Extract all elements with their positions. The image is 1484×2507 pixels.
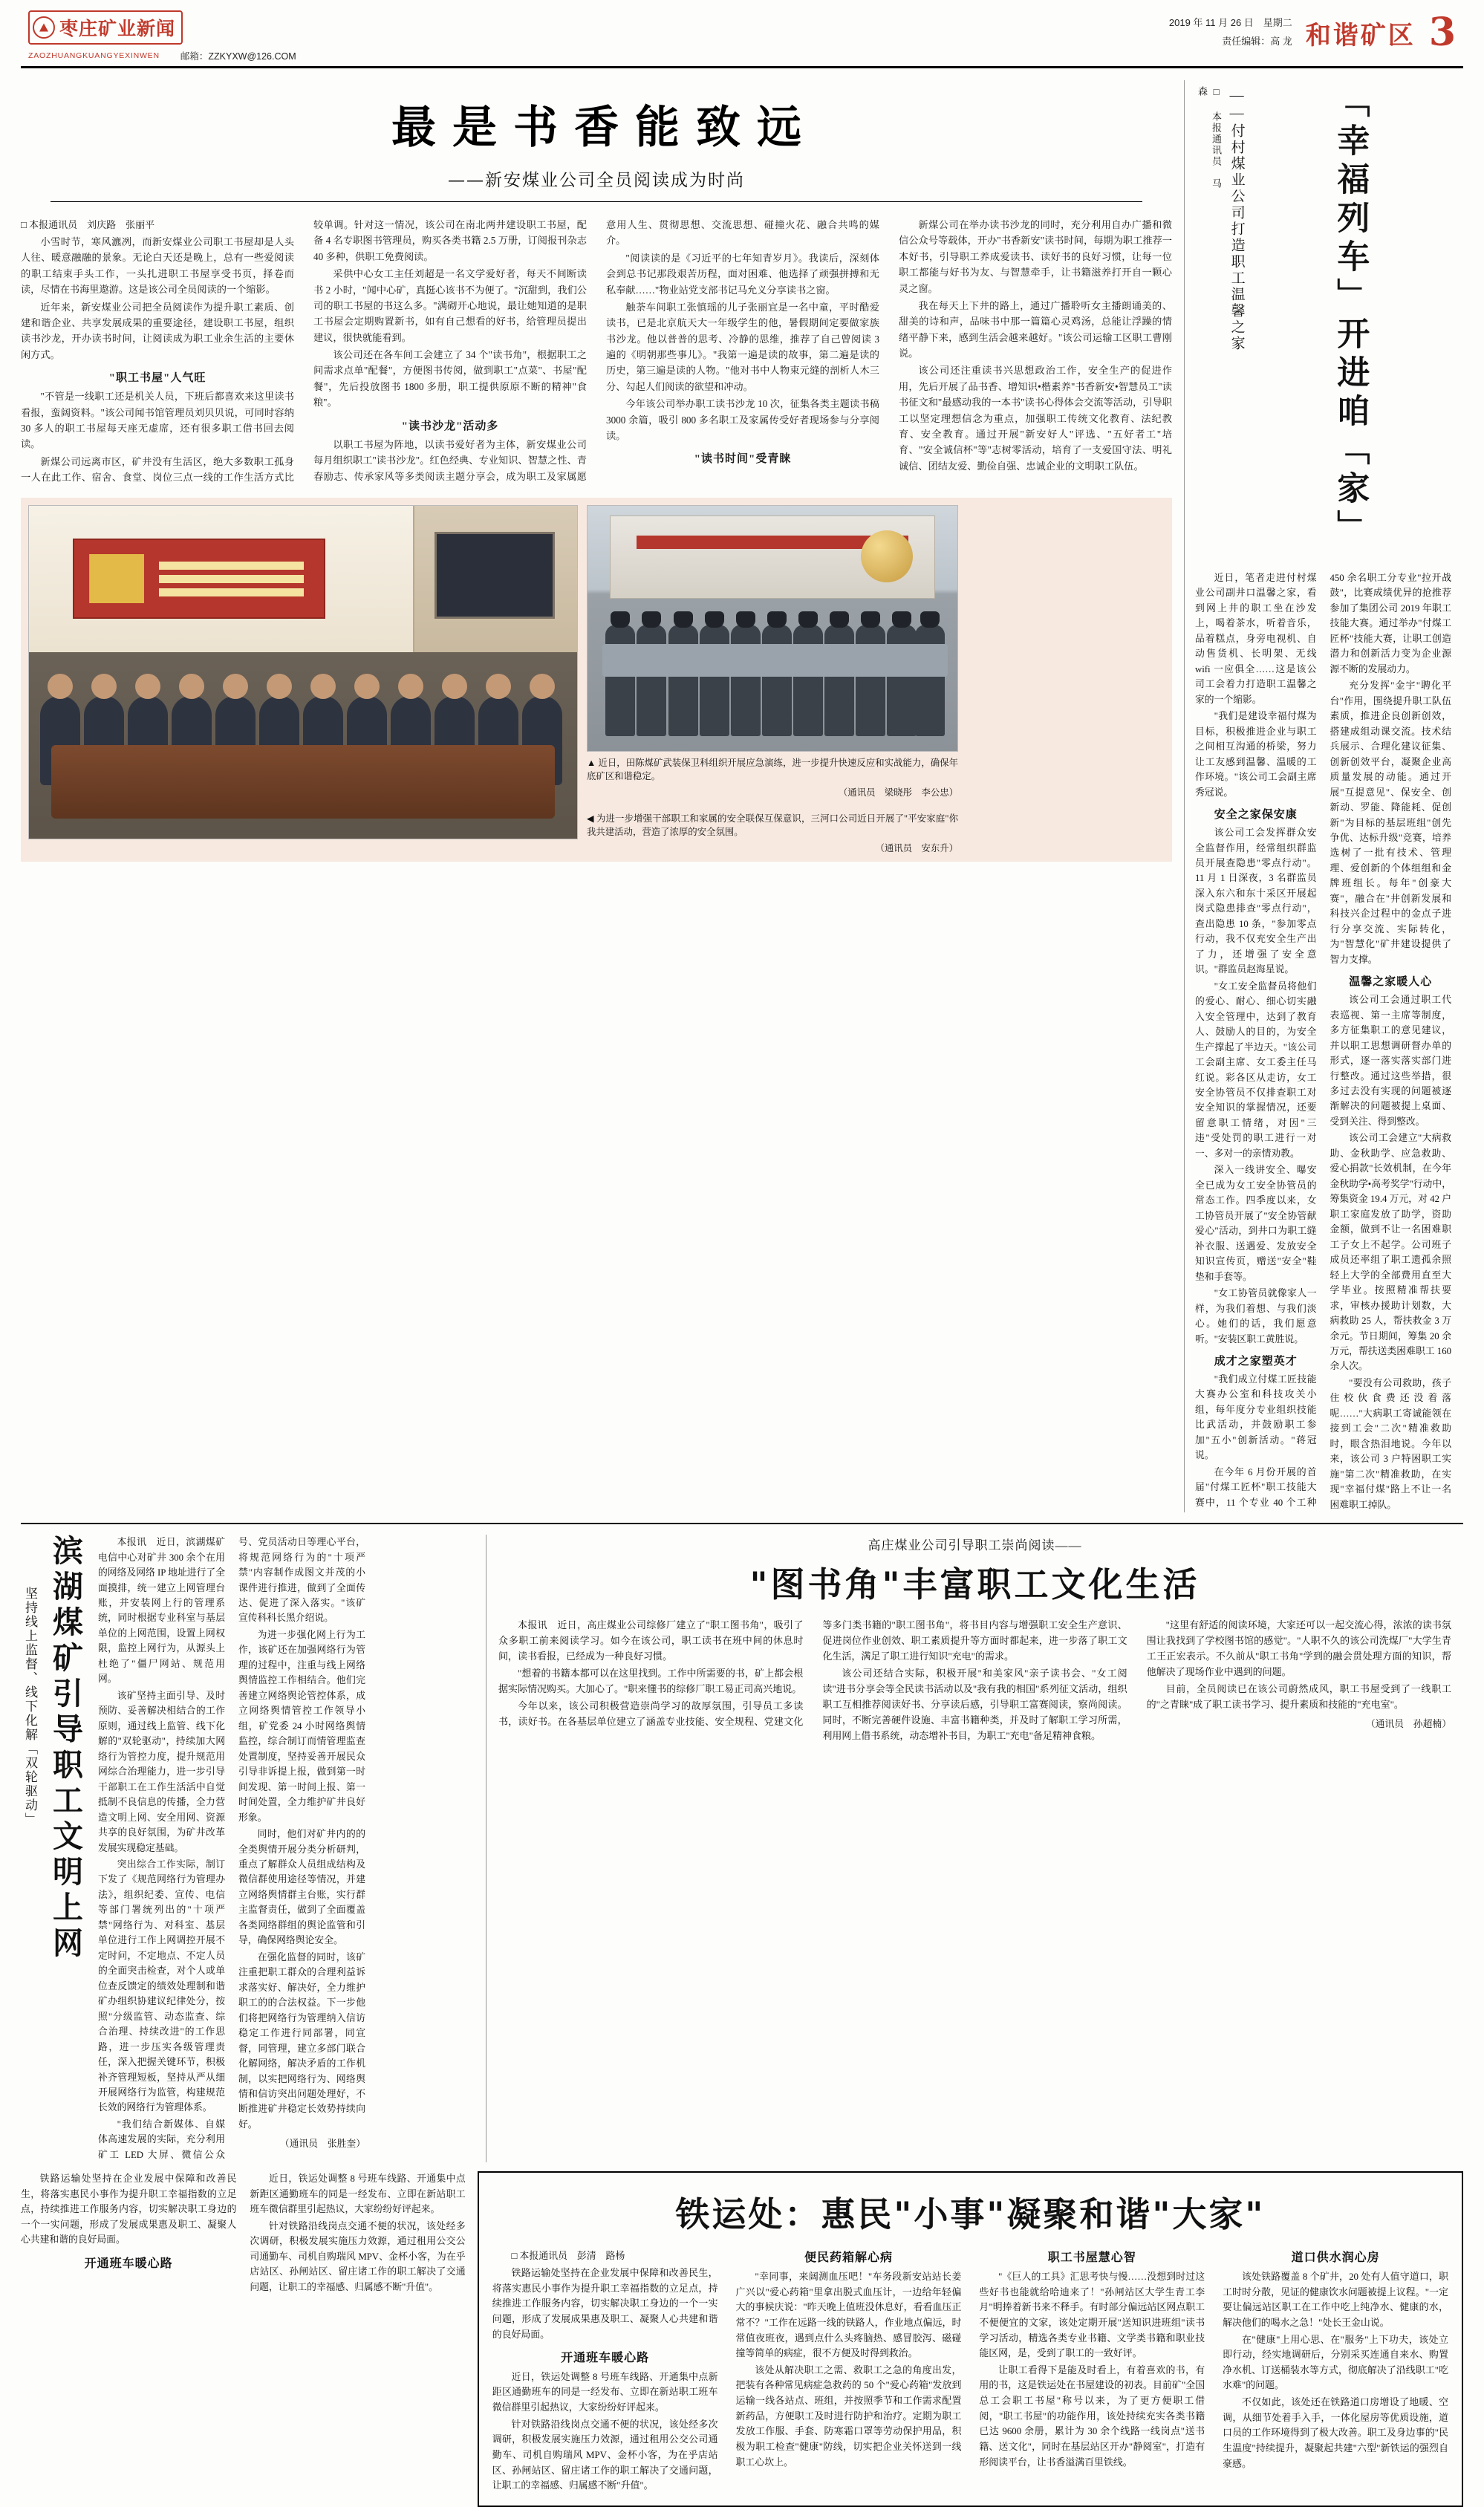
- bb-para: 该处铁路覆盖 8 个矿井，20 处有人值守道口，职工时时分散，见证的健康饮水问题被提上议程。"一定要让偏远站区职工在工作中吃上纯净水、健康的水，解决他们的喝水之急！"处长王金山说。: [1223, 2271, 1448, 2328]
- rf-para: "女工协管员就像家人一样，为我们着想、与我们淡心。她们的话，我们愿意听。"安装区职工黄胜说。: [1195, 1288, 1317, 1344]
- mr-para: 今年以来，该公司积极营造崇尚学习的故厚氛围，引导员工多读书，读好书。在各基层单位建立了涵盖专业技能、安全规程、党建文化等多门类书籍的"职工图书角"，将书目内容与增强职工安全生产意识、促进岗位作业创效、职工素质提升等方面时都起来，进一步落了职工文化生活，满足了职工进行知识"充电"的需求。: [498, 1619, 1127, 1728]
- midleft-title: 滨湖煤矿引导职工文明上网: [48, 1535, 83, 1963]
- lead-para: 该公司还在各车间工会建立了 34 个"读书角"，根据职工之间需求点单"配餐"，方便图书传阅，做到职工"点菜"、书屋"配餐"，先后投放图书 1800 多册，职工提供原原不断的精神"食粮"。: [313, 349, 587, 409]
- mr-credit: （通讯员 孙超楠）: [1365, 1719, 1451, 1730]
- bb-para: 近日，铁运处调整 8 号班车线路、开通集中点新距区通勤班车的同是一经发布、立即在新站职工班车微信群里引起热议，大家纷纷好评起来。: [492, 2371, 718, 2413]
- lead-para: 小雪时节，寒风瀌冽，而新安煤业公司职工书屋却是人头人往、暖意融融的景象。无论白天还是晚上，总有一些爱阅读的职工结束手头工作，一头扎进职工书屋享受书页，择卷而读，尽情在书海里遨游。这是该公司全员阅读的一个缩影。: [21, 236, 294, 296]
- lead-subhead-3: "读书时间"受青睐: [694, 453, 792, 466]
- bb-para: 不仅如此，该处还在铁路道口房增设了地暖、空调，从细节处着手入手，一体化屋房等优质设施，道口员的工作环境得到了极大改善。职工及身边事的"民生温度"持续提升，凝聚起共建"六型"新铁运的强烈自豪感。: [1223, 2397, 1448, 2469]
- bb-para: 铁路运输处坚持在企业发展中保障和改善民生，将落实惠民小事作为提升职工幸福指数的立足点，持续推进工作服务内容，切实解决职工身边的一个一实问题，形成了发展成果惠及职工、凝聚人心共建和谐的良好局面。: [492, 2267, 718, 2340]
- ml-para: 同时，他们对矿井内的的全类舆情开展分类分析研判，重点了解群众人员组成结构及微信群使用途径等情况，并建立网络舆情群主台账，实行群主监督责任，做到了全面覆盖各类网络群组的舆论监管和引导，确保网络舆论安全。: [238, 1829, 365, 1946]
- mr-para: "想着的书籍本都可以在这里找到。工作中所需要的书，矿上都会根据实际情况购买。大加心了。"职来懂书的综修厂职工易正司高兴地说。: [498, 1668, 804, 1695]
- bb-para: 在"健康"上用心思、在"服务"上下功夫，该处立即行动，经实地调研后，分别采买连通自来水、购置净水机、订送桶装水等方式，彻底解决了沿线职工"吃水难"的问题。: [1223, 2334, 1448, 2391]
- ml-para: 为进一步强化网上行为工作，该矿还在加强网络行为管理的过程中，注重与线上网络舆情监控工作相结合。他们完善建立网络舆论管控体系，成立网络舆情管控工作领导小组，矿党委 24 小时网络舆情监控，综合制订而情管理监查处置制度，坚持妥善开展民众引导非诉提上报，做到第一时间发现、第一时间上报、第一时间处置，全力维护矿井良好形象。: [238, 1629, 365, 1823]
- photo-drill-parade: [587, 505, 958, 752]
- rf-para: "要没有公司救助，孩子住校伙食费还没着落呢……"大病职工寄诚能领在接到工会"二次"精准救助时，眼含热泪地说。今年以来，该公司 3 户特困职工实施"第二次"精准救助，在实现"幸福付煤"路上不让一名困难职工掉队。: [1330, 1377, 1451, 1510]
- photo-left-credit: （通讯员 安东升）: [875, 843, 958, 854]
- masthead-logo-row: [28, 10, 296, 45]
- bl-para: 针对铁路沿线岗点交通不便的状况，该处经多次调研，积极发展实施压力效源，通过租用公交公司通勤车、司机自购瑞风 MPV、金杯小客，为在乎店站区、孙闸站区、留庄诸工作的职工解决了交通问题，让职工的幸福感、归属感不断"升值"。: [250, 2220, 466, 2292]
- ml-credit: （通讯员 张胜奎）: [279, 2139, 365, 2150]
- rf-para: "女工安全监督员将他们的爱心、耐心、细心切实融入安全管理中，达到了教育人、鼓励人的目的，为安全生产撑起了半边天。"该公司工会副主席、女工委主任马红说。彩各区从走访，女工安全协管员不仅排查职工对安全知识的掌握情况，还要留意职工情绪，对因"三违"受处罚的职工进行一对一、多对一的亲情劝教。: [1195, 981, 1317, 1159]
- bb-para: 针对铁路沿线岗点交通不便的状况，该处经多次调研，积极发展实施压力效源，通过租用公交公司通勤车、司机自购瑞风 MPV、金杯小客，为在乎店站区、孙闸站区、留庄诸工作的职工解决了交通问题，让职工的幸福感、归属感不断"升值"。: [492, 2419, 718, 2491]
- midleft-body: [98, 1535, 365, 2162]
- mr-para: 该公司还结合实际，积极开展"和美家风"亲子读书会、"女工阅读"进书分享会等全民读书活动以及"我有我的相国"系列征文活动，组织职工互相推荐阅读好书、分享读后感，引导职工富赛阅读，察尚阅读。同时，不断完善硬件设施、丰富书籍种类，并及时了解职工学习所需，利用网上借书系统，动态增补书目，为职工"充电"备足精神食粮。: [822, 1668, 1127, 1742]
- top-zone: [21, 68, 1463, 1512]
- right-feature-byline: □ 本报通讯员 马森: [1197, 86, 1222, 189]
- lead-subheadline: ——新安煤业公司全员阅读成为时尚: [448, 171, 745, 190]
- bl-para: 铁路运输处坚持在企业发展中保障和改善民生，将落实惠民小事作为提升职工幸福指数的立足点，持续推进工作服务内容，切实解决职工身边的一个一实问题，形成了发展成果惠及职工、凝聚人心共建和谐的良好局面。: [21, 2173, 237, 2246]
- masthead-meta: [1169, 14, 1292, 51]
- issue-date: 2019 年 11 月 26 日 星期二: [1168, 17, 1292, 29]
- ml-para: 突出综合工作实际，制订下发了《规范网络行为管理办法》，组织纪委、宣传、电信等部门署统列出的"十项严禁"网络行为、对科室、基层单位进行工作上网调控开展不定时问，不定地点、不定人员的全面突击检查，对个人或单位查反馈定的绩效处理制和谐矿办组织协建议纪律处分，按照"分级监管、动态监查、综合治理、持续改进"的工作思路，进一步压实各级管理责任，深入把握关键环节，积极补齐管理短板，坚持从严从细开展网络行为监管，构建规范长效的网络行为管理体系。: [98, 1859, 225, 2113]
- mr-para: 目前，全员阅读已在该公司蔚然成风，职工书屋受到了一线职工的"之青睐"成了职工读书学习、提升素质和技能的"充电室"。: [1146, 1683, 1451, 1711]
- lead-para: 新煤公司在举办读书沙龙的同时，充分利用自办广播和微信公众号等载体，开办"书香新安"读书时间，每期为职工推荐一本好书，引导职工养成爱读书、读好书的良好习惯，让每一位职工都能与好书为友、与智慧牵手，让书籍滋养打开自一颗心灵之窗。: [899, 219, 1172, 294]
- lead-headline: 最是书香能致远: [391, 102, 818, 154]
- photo-right-caption: ▲ 近日，田陈煤矿武装保卫科组织开展应急演练，进一步提升快速反应和实战能力，确保年底矿区和谐稳定。: [587, 757, 958, 782]
- ml-byline: 本报讯 近日，滨湖煤矿电信中心对矿井 300 余个在用的网络及网络 IP 地址进行了全面摸排，统一建立上网管理台账，并安装网上行的管理系统，同时根据专业科室与基层单位的上网范围，设置上网权限，监控上网行为，从源头上杜绝了"僵尸网站、规范用网。: [98, 1537, 225, 1685]
- lead-para: "不管是一线职工还是机关人员，下班后都喜欢来这里读书看报，蛮阔资料。"该公司闻书馆管理员刘贝贝说，可同时容纳 30 多人的职工书屋每天座无虚席，还有很多职工借书回去阅读。: [21, 391, 294, 450]
- lead-subhead-1: "职工书屋"人气旺: [108, 372, 206, 385]
- ml-para: 在强化监督的同时，该矿注重把职工群众的合理利益诉求落实好、解决好，全力维护职工的的合法权益。下一步他们将把网络行为管理纳入信访稳定工作进行同部署，同宣督，同管理，建立多部门联合化解网络，解决矛盾的工作机制，以实把网络行为、网络舆情和信访突出问题处理好，不断推进矿井稳定长效势持续向好。: [238, 1951, 365, 2130]
- photo-safety-family-meeting: [28, 505, 578, 839]
- lead-para: 新煤公司远离市区，矿井没有生活区，绝大多数职工孤身一人在此工作、宿舍、食堂、岗位三点一线的工作生活方式比较单调。针对这一情况，该公司在南北两井建设职工书屋，配备 4 名专职图书管理员，购买各类书籍 2.5 万册，订阅报刊杂志 40 多种，供职工免费阅读。: [21, 219, 587, 484]
- bb-para: "《巨人的工具》汇思考快与慢……没想到时过这些好书也能就给哈迪来了！"孙闸站区大学生青工李月"明捧着新书来不释手。有时部分偏远站区网点职工不便便宜的文家，该处定期开展"送知识进班组"读书学习活动，精选各类专业书籍、文学类书籍和职业技能区网，是，受到了职工的一致好评。: [979, 2271, 1205, 2359]
- photo-band: [21, 498, 1172, 862]
- lead-subhead-2: "读书沙龙"活动多: [401, 420, 499, 432]
- paper-logo: [28, 10, 183, 45]
- midleft-heading: [21, 1535, 88, 2162]
- lead-article: [21, 80, 1172, 1512]
- headline-divider: [51, 201, 1142, 202]
- right-feature-title: 「幸福列车」开进咱「家」: [1331, 85, 1370, 548]
- contact-email: 邮箱：ZZKYXW@126.COM: [180, 51, 296, 62]
- page-number: 3: [1428, 10, 1456, 55]
- bottom-body: [492, 2249, 1448, 2494]
- section-title: 和谐矿区: [1305, 20, 1416, 51]
- paper-name-pinyin: ZAOZHUANGKUANGYEXINWEN: [28, 51, 160, 60]
- bb-subhead-4: 道口供水润心房: [1291, 2251, 1380, 2265]
- rf-subhead-2: 成才之家塑英才: [1214, 1355, 1298, 1368]
- bottom-headline: 铁运处：惠民"小事"凝聚和谐"大家": [675, 2194, 1266, 2235]
- lead-para: 该公司还注重读书兴思想政治工作，安全生产的促进作用，先后开展了品书香、增知识•楷素养"书香新安•智慧员工"读书征文和"最感动我的一本书"读书心得体会交流等活动，引导职工以坚定理想信念为重点，加强职工传统文化教育、法纪教育、安全教育。通过开展"新安好人"评选、"五好者工"培育、"安全诚信杯"等"志树零活动，培育了一支爱国守法、明礼诚信、团结友爱、勤俭自强、忠诚企业的文明职工队伍。: [899, 365, 1172, 472]
- middle-zone: [21, 1523, 1463, 2162]
- photo-left-block: [28, 505, 578, 854]
- lead-body: [21, 217, 1172, 486]
- photo-left-caption: ◀ 为进一步增强干部职工和家属的安全联保互保意识，三河口公司近日开展了"平安家庭"你我共建活动，营造了浓厚的安全氛围。: [587, 813, 958, 838]
- bb-subhead-2: 便民药箱解心病: [804, 2251, 893, 2265]
- rf-para: 深入一线讲安全、曝安全已成为女工安全协管员的常态工作。四季度以来，女工协管员开展了"安全协管献爱心"活动，到井口为职工缝补衣服、送遇爱、发放安全知识宣传页，赠送"安全"鞋垫和手套等。: [1195, 1165, 1317, 1282]
- bottom-feature-box: [478, 2171, 1463, 2507]
- rf-subhead-3: 温馨之家暖人心: [1349, 976, 1433, 989]
- ml-para: "我们结合新媒体、自媒体高速发展的实际，充分利用矿工 LED 大屏、微信公众号、党员活动日等理心平台，将规范网络行为的"十项严禁"内容制作成图文并茂的小课件进行推进，做到了全面传达、促进了深入落实。"该矿宣传科科长黑介绍说。: [98, 1537, 365, 2160]
- lead-para: 今年该公司举办职工读书沙龙 10 次，征集各类主题读书稿 3000 余篇，吸引 800 多名职工及家属传受好者现场参与分享阅读。: [606, 398, 879, 441]
- lead-para: "阅读读的是《习近平的七年知青岁月》。我读后，深刻体会到总书记那段艰苦历程，面对困难、他选择了顽强拼搏和无私奉献……"物业站党支部书记马允义分享读书之窗。: [606, 252, 879, 296]
- rf-para: 该公司工会通过职工代表巡视、第一主席等制度，多方征集职工的意见建议，并以职工思想调研督办单的形式，逐一落实落实部门进行整改。通过这些举措，很多过去没有实现的问题被逐渐解决的问题被提上桌面、受到关注、得到整改。: [1330, 995, 1451, 1127]
- right-feature-subtitle: ——付村煤业公司打造职工温馨之家: [1228, 88, 1245, 352]
- right-feature-article: [1184, 80, 1451, 1512]
- right-feature-heading: [1195, 80, 1451, 560]
- bl-para: 近日，铁运处调整 8 号班车线路、开通集中点新距区通勤班车的同是一经发布、立即在新站职工班车微信群里引起热议，大家纷纷好评起来。: [250, 2173, 466, 2215]
- right-feature-body: [1195, 570, 1451, 1512]
- rf-para: 近日，笔者走进付村煤业公司副井口温馨之家，看到网上井的职工坐在沙发上，喝着茶水，听着音乐，品着糕点，身旁电视机、自动售货机、长明架、无线 wifi 一应俱全……这是该公司工会着力打造职工温馨之家的一个缩影。: [1195, 573, 1317, 705]
- masthead-sub-row: [28, 49, 296, 62]
- rf-para: 该公司工会发挥群众安全监督作用，经常组织群监员开展查隐患"零点行动"。11 月 1 日深夜，3 名群监员深入东六和东十采区开展起岗式隐患排查"零点行动"，查出隐患 10 条，"参加零点行动，我不仅充安全生产出了力，还增强了安全意识。"群监员赵海星说。: [1195, 827, 1317, 975]
- midright-article: [486, 1535, 1451, 2162]
- masthead: [21, 0, 1463, 68]
- photo-right-block: [587, 505, 958, 854]
- rf-para: "我们是建设幸福付煤为目标，积极推进企业与职工之间相互沟通的桥梁，努力让工友感到温馨、温暖的工作环境。"该公司工会副主席秀冠说。: [1195, 711, 1317, 798]
- rf-subhead-1: 安全之家保安康: [1214, 809, 1298, 822]
- midleft-subtitle: 坚持线上监督、线下化解「双轮驱动」: [23, 1587, 37, 1827]
- rf-para: "我们成立付煤工匠技能大赛办公室和科技攻关小组，每年度分专业组织技能比武活动，并鼓励职工参加"五小"创新活动。"蒋冠说。: [1195, 1373, 1317, 1461]
- rf-para: 充分发挥"金宇"聘化平台"作用，围绕提升职工队伍素质，推进企良创新创效，搭建成组动课交流。技术结兵展示、合理化建议征集、创新创效平台，凝聚企业高质量发展的动能。通过开展"互提意见"、保安全、创新动、罗能、降能耗、促创新"为目标的基层班组"创先争优、达标升级"竞赛，培养选树了一批有技术、管理理、爱创新的个体组组和金牌班组长。每年"创豪大赛"，融合在"井创新发展和科技兴企过程中的金点子进行分享交流、实际转化，为"智慧化"矿井建设提供了智力支撑。: [1330, 680, 1451, 965]
- bb-byline: □ 本报通讯员 彭清 路杨: [511, 2251, 625, 2262]
- bb-para: "幸同事，来阔测血压吧！"车务段新安站站长姜广兴以"爱心药箱"里拿出脱式血压计，一边给年轻偏大的事候庆说："昨天晚上值班没休息好，看看血压正常不？"工作在远路一线的铁路人，作业地点偏远，时常值夜班夜，遇到点什么头疼脑热、感冒胶泻、磁碰撞等简单的病症，很不方便及时得到救治。: [735, 2271, 962, 2359]
- bottomleft-continuation: [21, 2171, 466, 2507]
- masthead-right: [1168, 10, 1456, 55]
- bb-para: 该处从解决职工之需、救职工之急的角度出发，把装有各种常见病症急救药的 50 个"爱心药箱"发放到运输一线各站点、班组，并按照季节和工作需求配置新药品，方便职工及时进行防护和治疗。定期为职工发放工作服、手套、防寒霜口罩等劳动保护用品，积极为职工检查"健康"防线，切实把企业关怀送到一线职工心坎上。: [735, 2364, 962, 2468]
- mr-para: "这里有舒适的阅读环境，大家还可以一起交流心得，浓浓的读书氛围让我找到了学校图书馆的感觉"。"人职不久的该公司洗煤厂"大学生青工王正宏表示。不久前从"职工书角"学到的融会贯处理方面的知识，帮他解决了现场作业中遇到的问题。: [1146, 1619, 1451, 1678]
- lead-para: 采供中心女工主任刘超是一名文学爱好者，每天不间断读书 2 小时，"闻中心矿，真挺心该书不为便了。"沉甜到，我们公司的职工书屋的书这么多。"满砌开心地说，最让她知道的是职工书屋会定期购置新书，如有自己想看的好书，给管理员提出建议，很快就能看到。: [313, 268, 587, 343]
- lead-para: 我在每天上下井的路上，通过广播聆听女主播朗诵美的、甜美的诗和声，品味书中那一篇篇心灵鸡汤，总能让浮躁的情绪平静下来，感到生活会越来越好。"该公司运输工区职工曹刚说。: [899, 299, 1172, 359]
- bl-subhead-1: 开通班车暖心路: [84, 2257, 173, 2270]
- bb-subhead-1: 开通班车暖心路: [561, 2352, 650, 2365]
- midright-kicker: 高庄煤业公司引导职工崇尚阅读——: [868, 1538, 1082, 1553]
- paper-name: 枣庄矿业新闻: [59, 18, 176, 39]
- lead-para: 以职工书屋为阵地，以读书爱好者为主体，新安煤业公司每月组织职工"读书沙龙"。红色经典、专业知识、智慧之性、青春励志、传承家风等多类阅读主题分享会，成为职工及家属愿意用人生、贯彻思想、交流思想、碰撞火花、融合共鸣的媒介。: [313, 219, 879, 482]
- rf-para: 该公司工会建立"大病救助、金秋助学、应急救助、爱心捐款"长效机制，在今年金秋助学•高考奖学"行动中，筹集资金 19.4 万元，对 42 户职工家庭发放了助学，资助金额，做到不让一名困难职工子女上不起学。公司班子成员还率组了职工遗孤余照轻上大学的全部费用直至大学毕业。按照精准帮扶要求，审核办援助计划数，大病救助 25 人，帮扶救金 3 万余元。节日期间，筹集 20 余万元，帮扶送类困难职工 160 余人次。: [1330, 1133, 1451, 1372]
- seal-icon: [33, 16, 55, 39]
- midright-body: [498, 1617, 1451, 1743]
- bottomleft-body: [21, 2171, 466, 2295]
- bb-subhead-3: 职工书屋慧心智: [1047, 2251, 1136, 2265]
- lead-headline-wrap: [21, 80, 1172, 207]
- midleft-article: [21, 1535, 474, 2162]
- masthead-left: [28, 10, 296, 62]
- bottom-zone: [21, 2171, 1463, 2507]
- photo-guard-row: [599, 599, 946, 736]
- ml-para: 该矿坚持主面引导、及时预防、妥善解决相结合的工作原则，通过线上监管、线下化解的"双轮驱动"，持续加大网络行为管控力度，提升规范用网综合治理能力，进一步引导干部职工在工作生活活中自觉抵制不良信息的传播，全力营造文明上网、安全用网、资源共享的良好氛围，为矿井改革发展实现稳定基础。: [98, 1690, 225, 1853]
- lead-byline: □ 本报通讯员 刘庆路 张丽平: [21, 219, 155, 230]
- editor-line: 责任编辑：高 龙: [1222, 36, 1292, 47]
- bb-para: 让职工看得下是能及时看上，有着喜欢的书，有用的书，这是铁运处在书屋建设的初表。目前矿"全国总工会职工书屋"称号以来，为了更方便职工借阅，"职工书屋"的功能作用，该处持续充实各类书籍已达 9600 余册，累计为 30 余个线路一线岗点"送书籍、送文化"，同时在基层站区开办"静阅室"，打造有形阅读平台，让书香溢满百里铁线。: [979, 2364, 1205, 2468]
- rf-para: 在今年 6 月份开展的首届"付煤工匠杯"职工技能大赛中，11 个专业 40 个工种 450 余名职工分专业"拉开战鼓"，比赛成绩优异的抢推荐参加了集团公司 2019 年职工技能大赛。通过举办"付煤工匠杯"技能大赛，让职工创造潜力和创新活力变为企业源源不断的发展动力。: [1195, 573, 1451, 1508]
- mr-byline: 本报讯 近日，高庄煤业公司综修厂建立了"职工图书角"，吸引了众多职工前来阅读学习。如今在该公司，职工读书在班中间的休息时间，读书看报，已经成为一种良好习惯。: [498, 1619, 804, 1662]
- lead-para: 近年来，新安煤业公司把全员阅读作为提升职工素质、创建和谐企业、共享发展成果的重要途径，建设职工书屋，组织读书沙龙，开办读书时间，让阅读成为职工业余生活的主要休闲方式。: [21, 301, 294, 360]
- lead-para: 触荼车间职工张慎瑶的儿子张丽宜是一名中童，平时酷爱读书，已是北京航天大一年级学生的他，暑假期间定要做家族书沙龙。他以普普的思考、冷静的思维，推荐了自己曾阅读 3 遍的《明朝那些事儿》。"我第一遍是读的故事，第二遍是读的历史，第三遍是读的人物。"他对书中人物束元缝的剖析人木三分、勾起人们阅读的欲望和冲动。: [606, 301, 879, 392]
- midright-headline: "图书角"丰富职工文化生活: [749, 1564, 1200, 1605]
- photo-right-credit: （通讯员 梁晓彤 李公忠）: [838, 787, 958, 798]
